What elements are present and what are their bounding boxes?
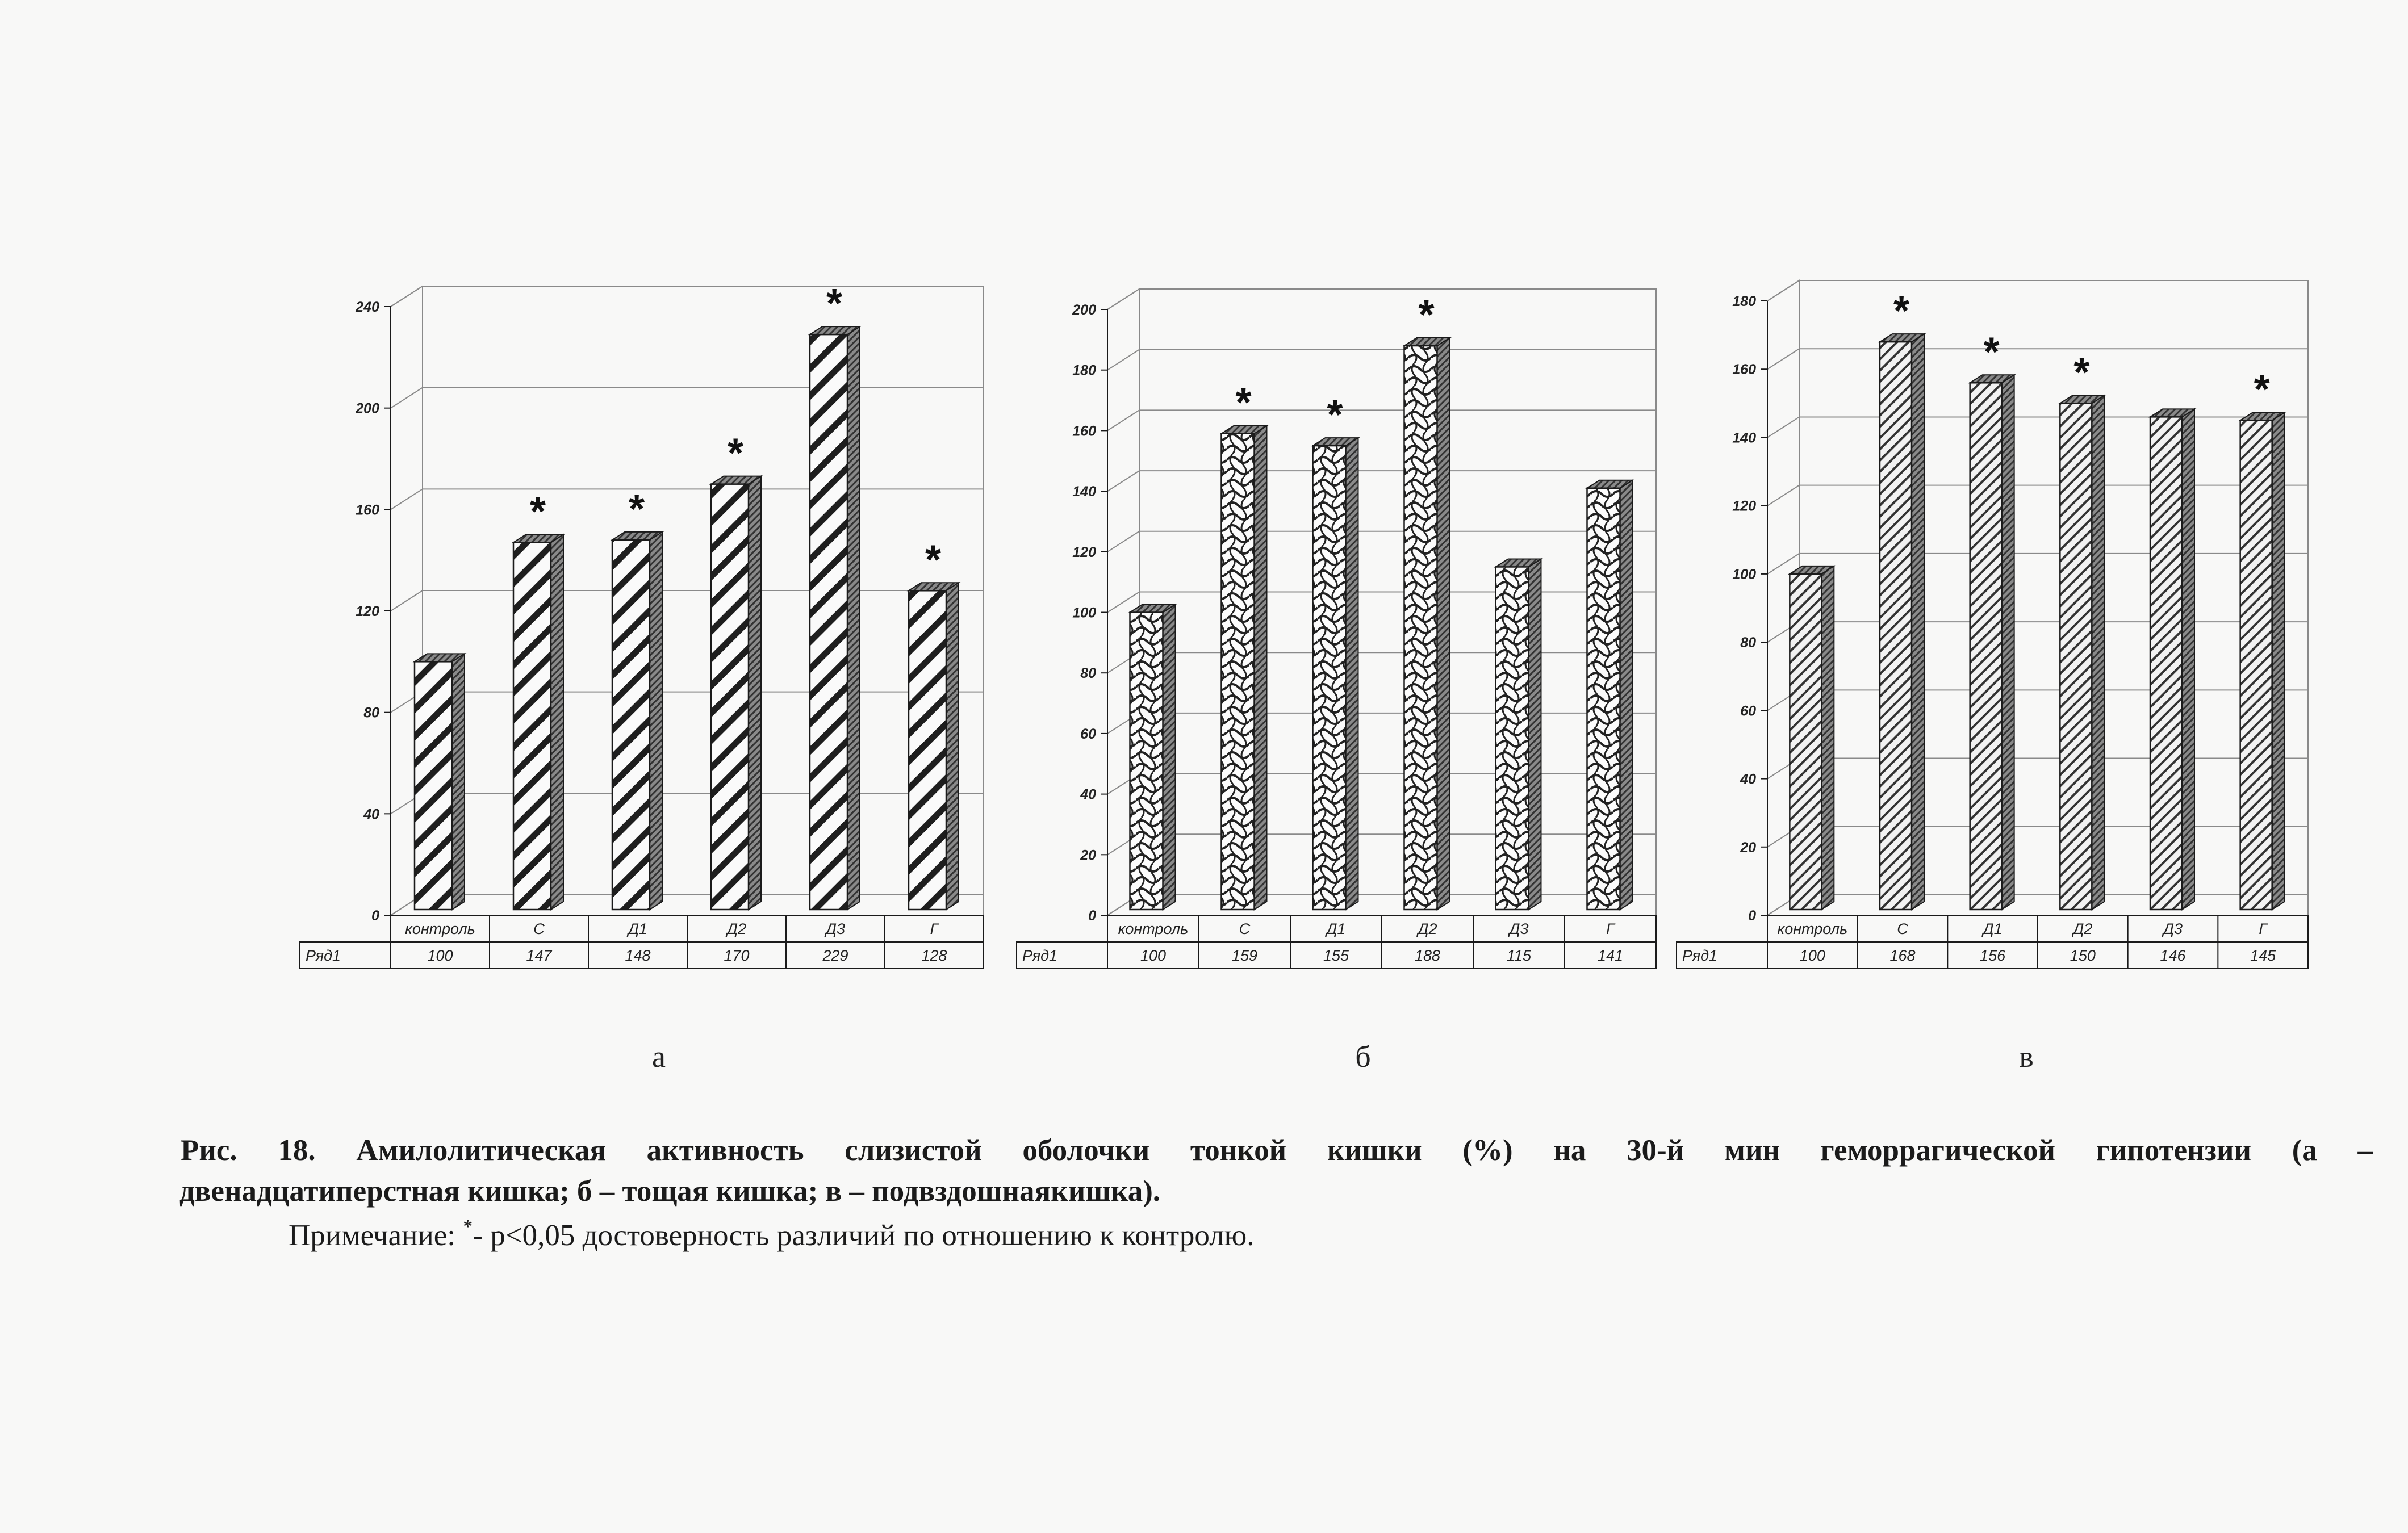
gridline xyxy=(1767,485,2308,506)
y-tick-label: 200 xyxy=(356,400,379,417)
bar xyxy=(1222,434,1255,910)
gridline xyxy=(391,793,984,814)
bar-side xyxy=(2092,395,2104,910)
chart-jejunum xyxy=(1017,289,1656,969)
y-tick-label: 140 xyxy=(1732,430,1756,446)
gridline xyxy=(391,388,984,408)
y-tick-label: 160 xyxy=(356,502,379,518)
back-wall xyxy=(1799,280,2308,895)
y-tick-label: 180 xyxy=(1072,362,1096,379)
significance-star: * xyxy=(529,489,546,535)
y-tick-label: 100 xyxy=(1732,566,1756,583)
table-row-label: Ряд1 xyxy=(1682,947,1718,964)
y-tick-label: 40 xyxy=(363,806,379,823)
gridline xyxy=(391,286,984,307)
chart-ileum xyxy=(1677,280,2308,969)
bar xyxy=(513,542,551,910)
bar xyxy=(1880,342,1912,910)
category-label: Д3 xyxy=(2163,920,2183,937)
bar xyxy=(612,540,650,910)
gridline xyxy=(1767,280,2308,301)
y-tick-label: 40 xyxy=(1080,786,1096,803)
caption-title-line-1: Рис. 18. Амилолитическая активность слизистой оболочки тонкой кишки (%) на 30-й мин геморрагической гипотензии (а – xyxy=(181,1134,2373,1167)
gridline xyxy=(1107,713,1656,734)
bar-side xyxy=(1912,334,1924,910)
value-label: 146 xyxy=(2160,947,2186,964)
significance-star: * xyxy=(1983,329,2000,375)
bar xyxy=(1404,346,1437,910)
gridline xyxy=(1767,554,2308,574)
y-tick-label: 100 xyxy=(1072,605,1096,621)
bar-side xyxy=(1346,438,1358,910)
value-label: 156 xyxy=(1980,947,2006,964)
bar-side xyxy=(650,532,662,910)
bar xyxy=(1313,446,1346,910)
bar xyxy=(415,661,452,910)
note-star: * xyxy=(463,1216,473,1237)
y-tick-label: 80 xyxy=(363,705,379,721)
gridline xyxy=(391,692,984,713)
value-label: 148 xyxy=(625,947,651,964)
y-tick-label: 20 xyxy=(1080,847,1096,864)
bar xyxy=(909,590,946,910)
category-label: Д3 xyxy=(825,920,846,937)
y-tick-label: 0 xyxy=(1088,908,1096,924)
category-label: Д2 xyxy=(1418,920,1437,937)
category-label: С xyxy=(1897,920,1908,937)
bar xyxy=(2240,420,2272,910)
value-label: 100 xyxy=(1140,947,1167,964)
significance-star: * xyxy=(1327,392,1343,438)
gridline xyxy=(1107,531,1656,552)
category-label: контроль xyxy=(1118,920,1189,937)
significance-star: * xyxy=(2073,350,2090,396)
value-label: 145 xyxy=(2250,947,2276,964)
y-tick-label: 120 xyxy=(356,604,379,619)
value-label: 229 xyxy=(822,947,848,964)
caption-title-line-2: двенадцатиперстная кишка; б – тощая кишка; в – подвздошнаякишка). xyxy=(179,1175,1161,1208)
y-tick-label: 80 xyxy=(1080,665,1096,682)
value-label: 188 xyxy=(1414,947,1441,964)
gridline xyxy=(1107,471,1656,491)
caption-note xyxy=(289,1215,2373,1256)
value-label: 115 xyxy=(1506,947,1532,964)
bar-side xyxy=(2272,412,2285,910)
y-tick-label: 140 xyxy=(1072,484,1096,500)
significance-star: * xyxy=(1235,380,1252,426)
y-tick-label: 60 xyxy=(1080,726,1096,742)
category-label: Д3 xyxy=(1509,920,1529,937)
gridline xyxy=(1107,652,1656,673)
bar xyxy=(1790,574,1821,910)
gridline xyxy=(391,489,984,509)
bar-side xyxy=(1255,426,1267,910)
bar xyxy=(2150,417,2182,910)
gridline xyxy=(1767,827,2308,847)
gridline xyxy=(1107,350,1656,370)
bar xyxy=(1496,567,1529,910)
significance-star: * xyxy=(925,537,942,583)
gridline xyxy=(1767,759,2308,779)
gridline xyxy=(1107,834,1656,855)
y-tick-label: 180 xyxy=(1732,294,1756,309)
bar-side xyxy=(946,583,959,910)
figure-caption xyxy=(181,1130,2373,1256)
y-tick-label: 0 xyxy=(1748,908,1756,924)
bar-side xyxy=(1163,605,1176,910)
category-label: Д1 xyxy=(628,920,648,937)
value-label: 150 xyxy=(2070,947,2096,964)
note-prefix: Примечание: xyxy=(289,1219,463,1252)
table-row-label: Ряд1 xyxy=(306,947,341,964)
category-label: Г xyxy=(1606,920,1615,937)
gridline xyxy=(1107,289,1656,309)
gridline xyxy=(1107,410,1656,430)
y-tick-label: 200 xyxy=(1072,302,1096,318)
bar-side xyxy=(551,534,563,910)
note-text: - р<0,05 достоверность различий по отношению к контролю. xyxy=(473,1219,1255,1252)
category-label: Д1 xyxy=(1983,920,2003,937)
bar xyxy=(1587,488,1620,910)
bar-side xyxy=(1620,480,1633,910)
value-label: 100 xyxy=(1799,947,1825,964)
significance-star: * xyxy=(1418,292,1435,338)
category-label: контроль xyxy=(405,920,475,937)
y-tick-label: 20 xyxy=(1740,839,1756,856)
bar-side xyxy=(1821,566,1834,910)
y-tick-label: 160 xyxy=(1732,362,1756,378)
table-row-label: Ряд1 xyxy=(1022,947,1058,964)
bar xyxy=(2060,403,2092,910)
gridline xyxy=(1107,592,1656,613)
value-label: 155 xyxy=(1323,947,1349,964)
bar xyxy=(1130,613,1163,910)
category-label: Д1 xyxy=(1326,920,1346,937)
panel-label-b: б xyxy=(1355,1040,1371,1074)
y-tick-label: 60 xyxy=(1740,703,1756,719)
value-label: 147 xyxy=(526,947,552,964)
value-label: 159 xyxy=(1231,947,1258,964)
bar-side xyxy=(1437,338,1450,910)
gridline xyxy=(1767,690,2308,710)
category-label: Г xyxy=(930,920,939,937)
chart-duodenum xyxy=(300,281,984,969)
bar-side xyxy=(749,476,761,910)
category-label: Д2 xyxy=(2073,920,2093,937)
floor xyxy=(1767,895,2308,915)
category-label: С xyxy=(533,920,545,937)
y-tick-label: 0 xyxy=(371,908,379,924)
bar xyxy=(810,334,847,910)
category-label: Г xyxy=(2259,920,2268,937)
bar-side xyxy=(1529,559,1541,910)
value-label: 100 xyxy=(427,947,453,964)
gridline xyxy=(1767,622,2308,642)
y-tick-label: 160 xyxy=(1072,423,1096,439)
bar-side xyxy=(847,326,860,910)
category-label: С xyxy=(1239,920,1251,937)
gridline xyxy=(1767,417,2308,437)
significance-star: * xyxy=(628,486,645,532)
value-label: 170 xyxy=(724,947,750,964)
bar-side xyxy=(2182,409,2194,910)
panel-label-v: в xyxy=(2019,1040,2034,1074)
significance-star: * xyxy=(826,281,843,327)
category-label: Д2 xyxy=(726,920,747,937)
y-tick-label: 120 xyxy=(1072,544,1096,560)
bar xyxy=(1970,383,2002,910)
panel-label-a: а xyxy=(652,1040,666,1074)
gridline xyxy=(1767,349,2308,369)
floor xyxy=(391,895,984,915)
y-tick-label: 120 xyxy=(1732,498,1756,514)
y-tick-label: 80 xyxy=(1740,635,1756,651)
y-tick-label: 40 xyxy=(1740,771,1756,788)
floor xyxy=(1107,895,1656,915)
bar xyxy=(711,484,749,910)
value-label: 141 xyxy=(1597,947,1624,964)
y-tick-label: 240 xyxy=(356,299,379,315)
category-label: контроль xyxy=(1777,920,1848,937)
gridline xyxy=(391,590,984,611)
gridline xyxy=(1107,774,1656,794)
significance-star: * xyxy=(2254,367,2270,413)
significance-star: * xyxy=(1893,288,1910,334)
significance-star: * xyxy=(727,430,744,476)
bar-side xyxy=(452,654,465,910)
value-label: 168 xyxy=(1889,947,1916,964)
bar-side xyxy=(2002,375,2014,910)
value-label: 128 xyxy=(921,947,947,964)
